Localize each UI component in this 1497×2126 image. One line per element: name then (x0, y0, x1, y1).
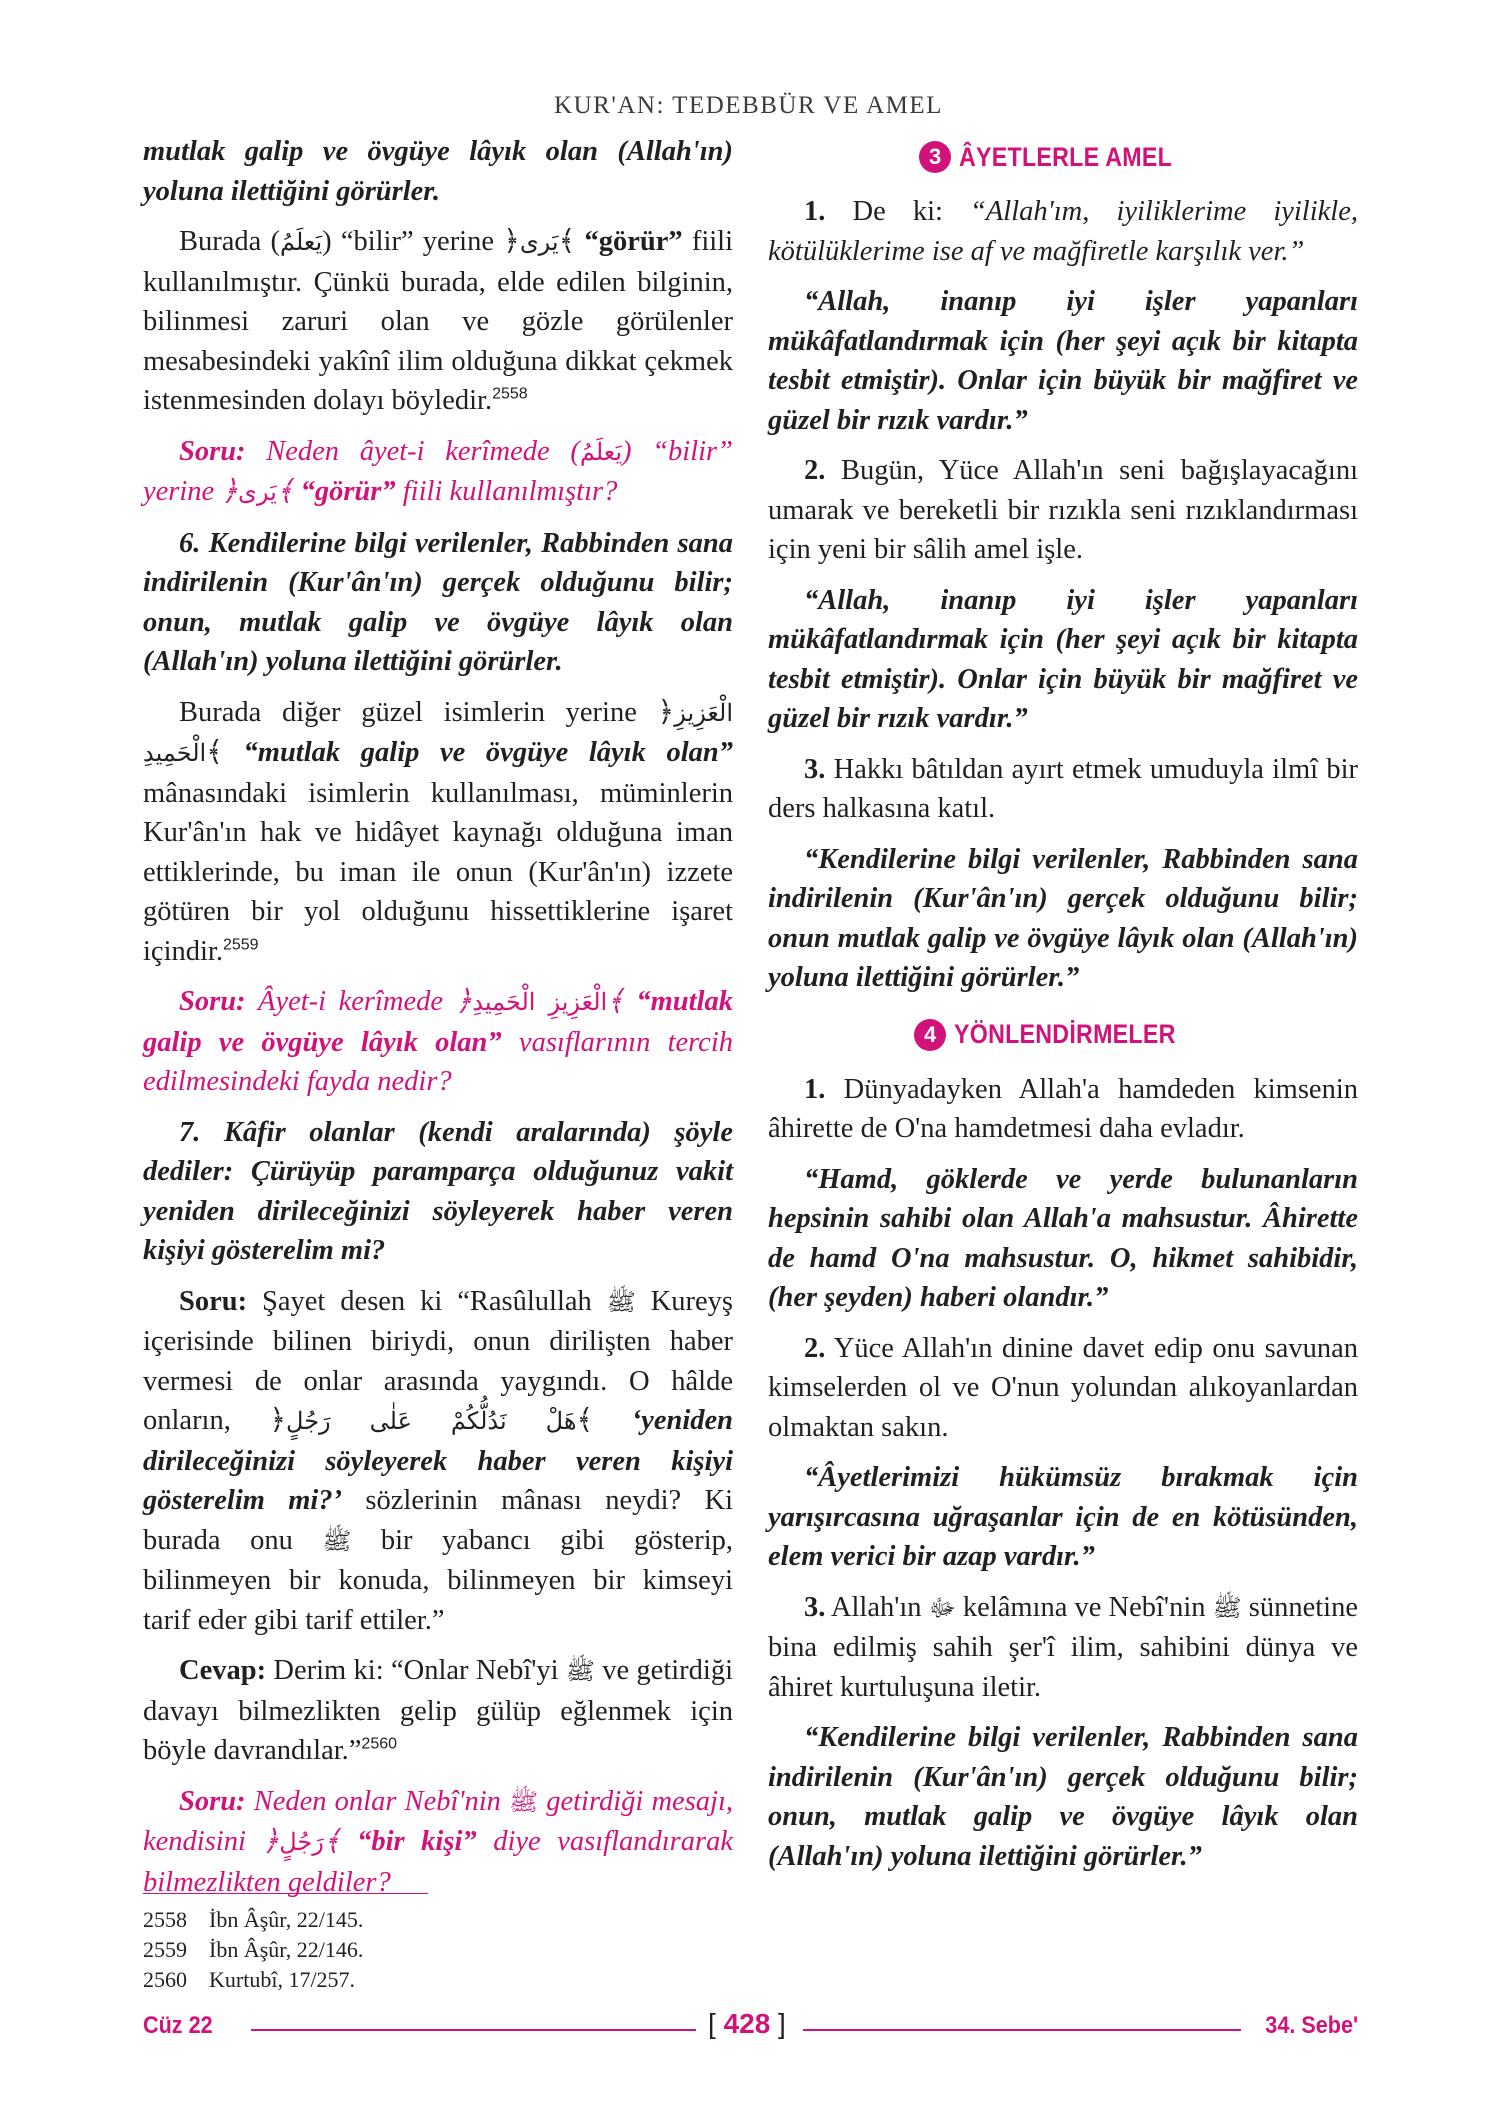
footnote-ref: 2560 (361, 1735, 398, 1753)
arabic-text: يَعلَمُ (579, 437, 623, 466)
left-column (143, 132, 733, 1913)
footnote-ref: 2559 (222, 936, 259, 953)
arabic-text: هَلْ نَدُلُّكُمْ عَلٰى رَجُلٍ (286, 1407, 577, 1435)
footnote-ref: 2558 (492, 385, 528, 403)
salawat-symbol: ﷺ (565, 1657, 595, 1685)
amel-verse-2: “Allah, inanıp iyi işler yapanları mükâfatlandırmak için (her şeyi açık bir kitapta tesbit etmiştir). Onlar için büyük bir mağfiret ve güzel bir rızık vardır.” (768, 584, 1358, 734)
question-3: Soru: Neden onlar Nebî'nin ﷺ getirdiği mesajı, kendisini ﴿رَجُلٍ﴾ “bir kişi” diye vasıflandırarak bilmezlikten geldiler? (143, 1785, 734, 1898)
page-footer (143, 2008, 1358, 2048)
guidance-item-1: 1. Dünyadayken Allah'a hamdeden kimsenin âhirette de O'na hamdetmesi daha evladır. (768, 1073, 1358, 1144)
page-number: [ 428 ] (708, 2008, 786, 2039)
footnote: 2560 Kurtubî, 17/257. (143, 1967, 356, 1992)
footer-rule-left (251, 2029, 696, 2031)
salawat-symbol: ﷺ (509, 1787, 539, 1816)
amel-verse-3: “Kendilerine bilgi verilenler, Rabbinden sana indirilenin (Kur'ân'ın) gerçek olduğunu bilir; onun mutlak galip ve övgüye lâyık olan (Allah'ın) yoluna ilettiğini görürler.” (768, 843, 1358, 993)
footer-rule-right (803, 2029, 1241, 2031)
verse-continuation: mutlak galip ve övgüye lâyık olan (Allah'ın) yoluna ilettiğini görürler. (143, 136, 733, 207)
section-heading-ayetlerle-amel (768, 138, 1358, 176)
verse-6: 6. Kendilerine bilgi verilenler, Rabbinden sana indirilenin (Kur'ân'ın) gerçek olduğunu bilir; onun, mutlak galip ve övgüye lâyık olan (Allah'ın) yoluna ilettiğini görürler. (143, 527, 733, 677)
question-2: Soru: Âyet-i kerîmede ﴿الْعَزِيزِ الْحَمِيدِ﴾ “mutlak galip ve övgüye lâyık olan” vasıflarının tercih edilmesindeki fayda nedir? (143, 986, 733, 1097)
guidance-verse-1: “Hamd, göklerde ve yerde bulunanların hepsinin sahibi olan Allah'a mahsustur. Âhirette de hamd O'na mahsustur. O, hikmet sahibidir, (her şeyden) haberi olandır.” (768, 1163, 1358, 1313)
question-1: Soru: Neden âyet-i kerîmede (يَعلَمُ) “bilir” yerine ﴿يَرى﴾ “görür” fiili kullanılmıştır? (143, 435, 733, 507)
guidance-verse-3: “Kendilerine bilgi verilenler, Rabbinden sana indirilenin (Kur'ân'ın) gerçek olduğunu bilir; onun, mutlak galip ve övgüye lâyık olan (Allah'ın) yoluna ilettiğini görürler.” (768, 1722, 1358, 1872)
guidance-verse-2: “Âyetlerimizi hükümsüz bırakmak için yarışırcasına uğraşanlar için de en kötüsünden, elem verici bir azap vardır.” (768, 1462, 1358, 1572)
guidance-item-3: 3. Allah'ın ﷻ kelâmına ve Nebî'nin ﷺ sünnetine bina edilmiş sahih şer'î ilim, sahibini dünya ve âhiret kurtuluşuna iletir. (768, 1591, 1358, 1703)
jalla-jalaluhu-symbol: ﷻ (928, 1593, 956, 1622)
verse-7: 7. Kâfir olanlar (kendi aralarında) şöyle dediler: Çürüyüp paramparça olduğunuz vakit yeniden dirileceğinizi söyleyerek haber veren kişiyi gösterelim mi? (143, 1116, 733, 1266)
arabic-text: الْعَزِيزِ الْحَمِيدِ (143, 698, 733, 767)
footnote-divider (143, 1893, 428, 1894)
answer-paragraph: Cevap: Derim ki: “Onlar Nebî'yi ﷺ ve getirdiği davayı bilmezlikten gelip gülüp eğlenmek için böyle davrandılar.”$^{2560}$ (143, 1655, 733, 1766)
guidance-item-2: 2. Yüce Allah'ın dinine davet edip onu savunan kimselerden ol ve O'nun yolundan alıkoyanlardan olmaktan sakın. (768, 1332, 1358, 1443)
juz-label: Cüz 22 (143, 2012, 213, 2039)
arabic-text: يَعلَمُ (279, 228, 323, 256)
surah-label: 34. Sebe' (1265, 2012, 1358, 2039)
section-title: YÖNLENDİRMELER (954, 1019, 1176, 1049)
commentary-paragraph-1: Burada (يَعلَمُ) “bilir” yerine ﴿يَرى﴾ “görür” fiili kullanılmıştır. Çünkü burada, elde edilen bilginin, bilinmesi zaruri olan ve gözle görülenler mesabesindeki yakînî ilim olduğuna dikkat çekmek istenmesinden dolayı böyledir.$^{2558}$ (143, 226, 733, 416)
footnote: 2559 İbn Âşûr, 22/146. (143, 1937, 364, 1962)
salawat-symbol: ﷺ (1212, 1593, 1242, 1622)
question-paragraph: Soru: Şayet desen ki “Rasûlullah ﷺ Kureyş içerisinde bilinen biriydi, onun dirilişten haber vermesi de onlar arasında yaygındı. O hâlde onların, ﴿هَلْ نَدُلُّكُمْ عَلٰى رَجُلٍ﴾ ‘yeniden dirileceğinizi söyleyerek haber veren kişiyi gösterelim mi?’ sözlerinin mânası neydi? Ki burada onu ﷺ bir yabancı gibi gösterip, bilinmeyen bir konuda, bilinmeyen bir kimseyi tarif eder gibi tarif ettiler.” (143, 1285, 733, 1636)
arabic-text: يَرى (519, 228, 559, 256)
arabic-text: الْعَزِيزِ الْحَمِيدِ (472, 988, 608, 1016)
amel-item-3: 3. Hakkı bâtıldan ayırt etmek umuduyla ilmî bir ders halkasına katıl. (768, 753, 1358, 824)
amel-item-1: 1. De ki: “Allah'ım, iyiliklerime iyilikle, kötülüklerime ise af ve mağfiretle karşılık ver.” (768, 196, 1358, 267)
arabic-text: يَرى (238, 478, 277, 506)
footnotes (143, 1905, 363, 1995)
amel-item-2: 2. Bugün, Yüce Allah'ın seni bağışlayacağını umarak ve bereketli bir rızıkla seni rızıklandırması için yeni bir sâlih amel işle. (768, 455, 1358, 565)
footnote: 2558 İbn Âşûr, 22/145. (143, 1907, 364, 1932)
salawat-symbol: ﷺ (322, 1526, 352, 1555)
salawat-symbol: ﷺ (606, 1287, 636, 1316)
section-number-badge: 3 (919, 141, 951, 173)
right-column (768, 132, 1358, 1887)
running-head: KUR'AN: TEDEBBÜR VE AMEL (554, 92, 943, 119)
section-number-badge: 4 (914, 1019, 946, 1051)
commentary-paragraph-2: Burada diğer güzel isimlerin yerine ﴿الْعَزِيزِ الْحَمِيدِ﴾ “mutlak galip ve övgüye lâyık olan” mânasındaki isimlerin kullanılması, müminlerin Kur'ân'ın hak ve hidâyet kaynağı olduğuna iman ettiklerinde, bu iman ile onun (Kur'ân'ın) izzete götüren bir yol olduğunu hissettiklerine işaret içindir.$^{2559}$ (143, 696, 734, 967)
arabic-text: رَجُلٍ (279, 1828, 324, 1856)
section-heading-yonlendirmeler (768, 1016, 1358, 1054)
section-title: ÂYETLERLE AMEL (959, 141, 1173, 172)
amel-verse-1: “Allah, inanıp iyi işler yapanları mükâfatlandırmak için (her şeyi açık bir kitapta tesbit etmiştir). Onlar için büyük bir mağfiret ve güzel bir rızık vardır.” (768, 286, 1358, 436)
